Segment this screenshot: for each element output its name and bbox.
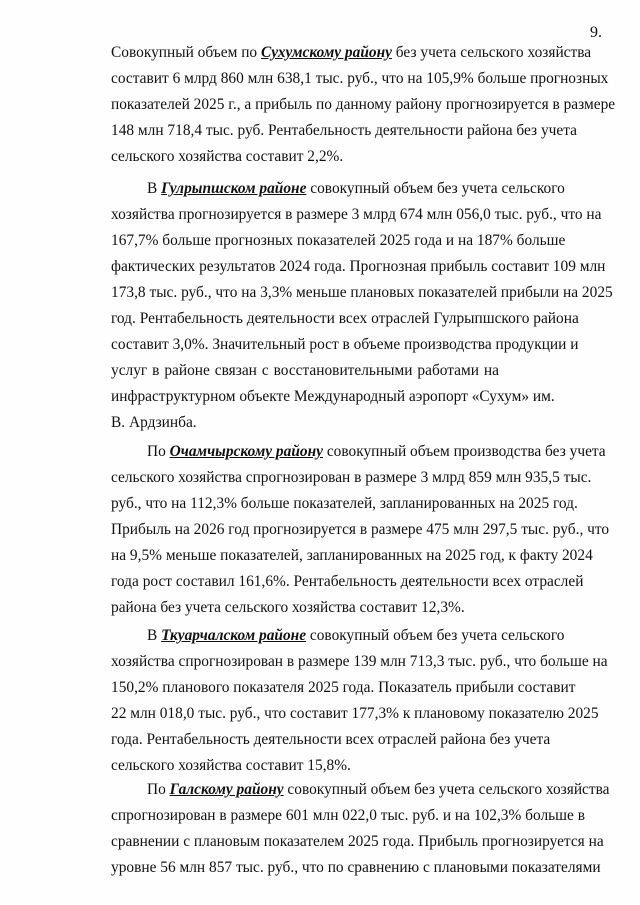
district-name: Сухумскому району bbox=[260, 44, 392, 61]
text-line: составит 6 млрд 860 млн 638,1 тыс. руб., что на 105,9% больше прогнозных bbox=[111, 70, 609, 87]
district-name: Очамчырскому району bbox=[169, 443, 323, 460]
text-line: год. Рентабельность деятельности всех отраслей Гулрыпшского района bbox=[111, 310, 579, 327]
text-line: спрогнозирован в размере 601 млн 022,0 тыс. руб. и на 102,3% больше в bbox=[111, 807, 585, 824]
text-line: руб., что на 112,3% больше показателей, запланированных на 2025 год. bbox=[111, 495, 578, 512]
text-line: По Галскому району совокупный объем без учета сельского хозяйства bbox=[147, 781, 610, 798]
text-line: составит 3,0%. Значительный рост в объеме производства продукции и bbox=[111, 336, 579, 353]
text-line: 167,7% больше прогнозных показателей 2025 года и на 187% больше bbox=[111, 232, 566, 249]
text-line: сравнении с плановым показателем 2025 года. Прибыль прогнозируется на bbox=[111, 833, 604, 850]
text-line: сельского хозяйства составит 15,8%. bbox=[111, 757, 351, 774]
text-line: фактических результатов 2024 года. Прогнозная прибыль составит 109 млн bbox=[111, 258, 606, 275]
text-line: уровне 56 млн 857 тыс. руб., что по сравнению с плановыми показателями bbox=[111, 859, 601, 876]
text-line: услуг в районе связан с восстановительными работами на bbox=[111, 362, 499, 379]
text-line: хозяйства прогнозируется в размере 3 млрд 674 млн 056,0 тыс. руб., что на bbox=[111, 206, 602, 223]
text-line: В Ткуарчалском районе совокупный объем без учета сельского bbox=[147, 627, 565, 644]
text-line: года рост составил 161,6%. Рентабельность деятельности всех отраслей bbox=[111, 573, 584, 590]
text-line: сельского хозяйства составит 2,2%. bbox=[111, 148, 344, 165]
text-line: 148 млн 718,4 тыс. руб. Рентабельность деятельности района без учета bbox=[111, 122, 577, 139]
text-line: хозяйства спрогнозирован в размере 139 млн 713,3 тыс. руб., что больше на bbox=[111, 653, 608, 670]
text-line: сельского хозяйства спрогнозирован в размере 3 млрд 859 млн 935,5 тыс. bbox=[111, 469, 592, 486]
text-line: года. Рентабельность деятельности всех отраслей района без учета bbox=[111, 731, 551, 748]
text-line: инфраструктурном объекте Международный аэропорт «Сухум» им. bbox=[111, 388, 555, 405]
text-line: В Гулрыпшском районе совокупный объем без учета сельского bbox=[147, 180, 565, 197]
text-line: Совокупный объем по Сухумскому району без учета сельского хозяйства bbox=[111, 44, 592, 61]
text-line: района без учета сельского хозяйства составит 12,3%. bbox=[111, 599, 465, 616]
district-name: Ткуарчалском районе bbox=[161, 627, 307, 644]
text-line: 173,8 тыс. руб., что на 3,3% меньше плановых показателей прибыли на 2025 bbox=[111, 284, 613, 301]
text-line: По Очамчырскому району совокупный объем производства без учета bbox=[147, 443, 606, 460]
text-line: Прибыль на 2026 год прогнозируется в размере 475 млн 297,5 тыс. руб., что bbox=[111, 521, 610, 538]
text-line: В. Ардзинба. bbox=[111, 414, 197, 431]
text-line: 22 млн 018,0 тыс. руб., что составит 177,3% к плановому показателю 2025 bbox=[111, 705, 599, 722]
text-line: 150,2% планового показателя 2025 года. Показатель прибыли составит bbox=[111, 679, 576, 696]
text-line: на 9,5% меньше показателей, запланированных на 2025 год, к факту 2024 bbox=[111, 547, 593, 564]
text-line: показателей 2025 г., а прибыль по данному району прогнозируется в размере bbox=[111, 96, 616, 113]
page-number: 9. bbox=[590, 24, 602, 41]
district-name: Галскому району bbox=[169, 781, 284, 798]
district-name: Гулрыпшском районе bbox=[161, 180, 307, 197]
